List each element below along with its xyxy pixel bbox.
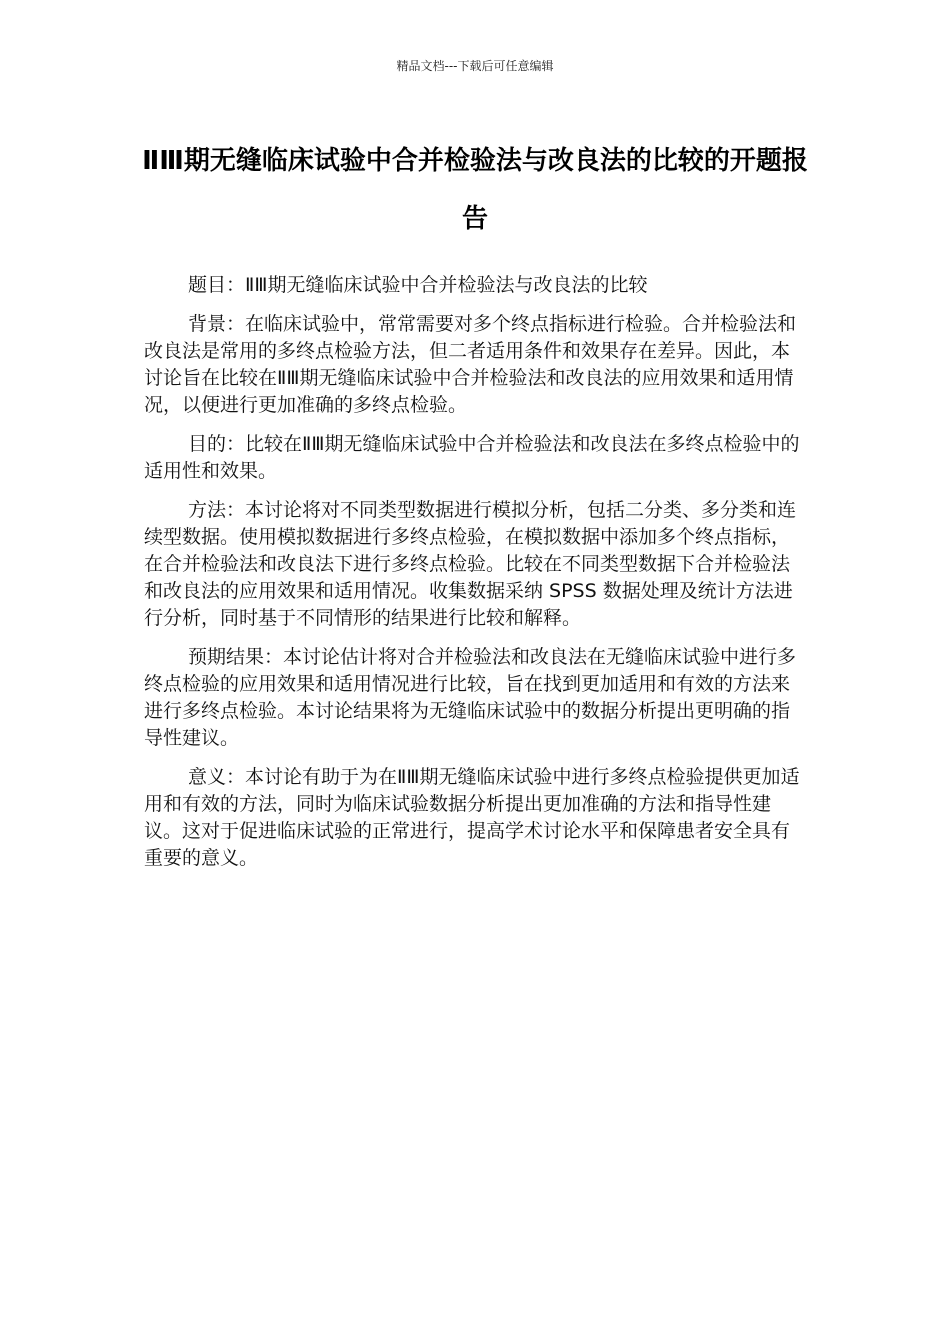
document-body: [144, 272, 806, 884]
significance-paragraph: [144, 764, 806, 872]
significance-label: 意义：: [188, 766, 246, 788]
significance-text: 本讨论有助于为在ⅡⅢ期无缝临床试验中进行多终点检验提供更加适用和有效的方法，同时为临床试验数据分析提出更加准确的方法和指导性建议。这对于促进临床试验的正常进行，提高学术讨论水平和保障患者安全具有重要的意义。: [144, 766, 800, 869]
topic-paragraph: [144, 272, 806, 299]
method-label: 方法：: [188, 499, 246, 521]
background-label: 背景：: [188, 313, 246, 335]
objective-paragraph: [144, 431, 806, 485]
background-paragraph: [144, 311, 806, 419]
method-text: 本讨论将对不同类型数据进行模拟分析，包括二分类、多分类和连续型数据。使用模拟数据进行多终点检验，在模拟数据中添加多个终点指标，在合并检验法和改良法下进行多终点检验。比较在不同类型数据下合并检验法和改良法的应用效果和适用情况。收集数据采纳 SPSS 数据处理及统计方法进行分析，同时基于不同情形的结果进行比较和解释。: [144, 499, 797, 629]
topic-label: 题目：: [188, 274, 246, 296]
background-text: 在临床试验中，常常需要对多个终点指标进行检验。合并检验法和改良法是常用的多终点检验方法，但二者适用条件和效果存在差异。因此，本讨论旨在比较在ⅡⅢ期无缝临床试验中合并检验法和改良法的应用效果和适用情况，以便进行更加准确的多终点检验。: [144, 313, 797, 416]
expected-results-text: 本讨论估计将对合并检验法和改良法在无缝临床试验中进行多终点检验的应用效果和适用情况进行比较，旨在找到更加适用和有效的方法来进行多终点检验。本讨论结果将为无缝临床试验中的数据分析提出更明确的指导性建议。: [144, 646, 797, 749]
method-paragraph: [144, 497, 806, 632]
objective-text: 比较在ⅡⅢ期无缝临床试验中合并检验法和改良法在多终点检验中的适用性和效果。: [144, 433, 800, 482]
document-title: ⅡⅢ期无缝临床试验中合并检验法与改良法的比较的开题报告: [142, 146, 808, 234]
expected-results-label: 预期结果：: [188, 646, 284, 668]
topic-text: ⅡⅢ期无缝临床试验中合并检验法与改良法的比较: [245, 274, 648, 296]
objective-label: 目的：: [188, 433, 246, 455]
header-note: 精品文档---下载后可任意编辑: [396, 59, 554, 73]
expected-results-paragraph: [144, 644, 806, 752]
